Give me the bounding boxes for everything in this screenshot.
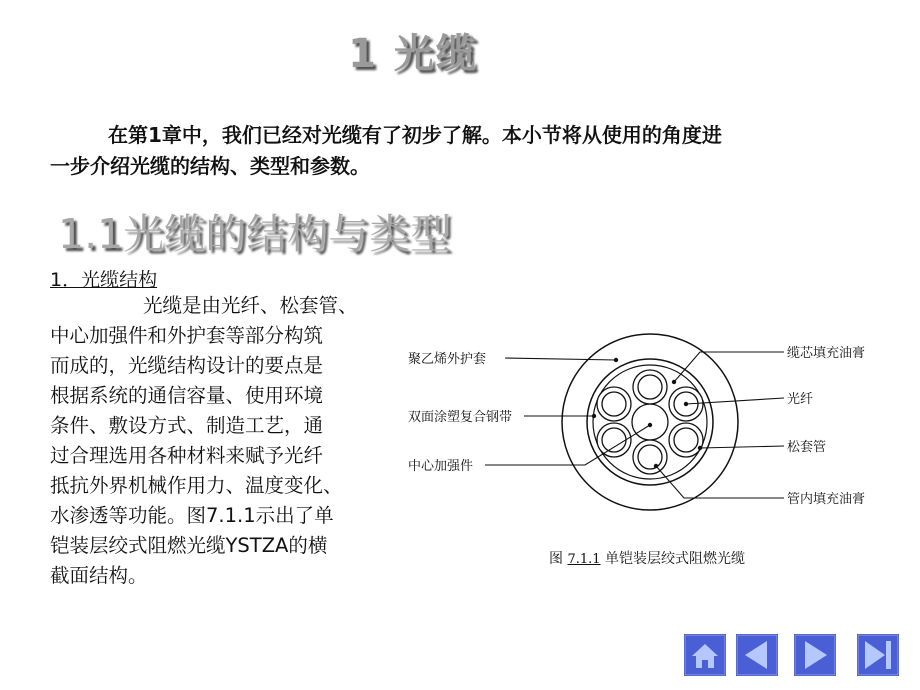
- body-line-10: 截面结构。: [50, 564, 148, 587]
- label-tube-filling: 管内填充油膏: [787, 491, 866, 506]
- section-title: 1.1光缆的结构与类型: [58, 210, 452, 258]
- body-line-9: 铠装层绞式阻燃光缆YSTZA的横: [50, 534, 328, 557]
- label-fiber: 光纤: [787, 391, 814, 406]
- body-line-6: 过合理选用各种材料来赋予光纤: [50, 444, 324, 467]
- cable-cross-section-diagram: [400, 320, 890, 524]
- next-icon: [794, 634, 836, 676]
- next-button[interactable]: [794, 634, 836, 676]
- body-line-8: 水渗透等功能。图7.1.1示出了单: [50, 504, 334, 527]
- body-line-5: 条件、敷设方式、制造工艺，通: [50, 414, 324, 437]
- body-line-4: 根据系统的通信容量、使用环境: [50, 384, 324, 407]
- home-icon: [684, 634, 726, 676]
- previous-button[interactable]: [736, 634, 778, 676]
- intro-paragraph: [50, 120, 895, 182]
- last-slide-button[interactable]: [857, 634, 899, 676]
- prev-icon: [736, 634, 778, 676]
- page-title: 1 光缆: [348, 31, 478, 77]
- center-strength-member: [632, 404, 668, 440]
- subheading: 1．光缆结构: [50, 269, 158, 291]
- label-steel-tape: 双面涂塑复合钢带: [408, 409, 513, 424]
- last-icon: [857, 634, 899, 676]
- label-outer-sheath: 聚乙烯外护套: [408, 351, 487, 366]
- body-line-7: 抵抗外界机械作用力、温度变化、: [50, 474, 343, 497]
- label-strength-member: 中心加强件: [408, 458, 474, 473]
- home-button[interactable]: [684, 634, 726, 676]
- caption-text: 单铠装层绞式阻燃光缆: [604, 551, 745, 567]
- intro-line-2: 一步介绍光缆的结构、类型和参数。: [50, 154, 370, 178]
- body-line-2: 中心加强件和外护套等部分构筑: [50, 324, 324, 347]
- body-line-1: 光缆是由光纤、松套管、: [143, 294, 358, 317]
- body-line-3: 而成的，光缆结构设计的要点是: [50, 354, 324, 377]
- caption-prefix: 图: [549, 551, 563, 567]
- label-core-filling: 缆芯填充油膏: [787, 345, 866, 360]
- intro-line-1: 在第1章中，我们已经对光缆有了初步了解。本小节将从使用的角度进: [108, 123, 722, 147]
- body-paragraph: [50, 291, 390, 591]
- label-loose-tube: 松套管: [787, 439, 827, 454]
- caption-number: 7.1.1: [567, 552, 601, 567]
- figure-caption: [549, 548, 745, 568]
